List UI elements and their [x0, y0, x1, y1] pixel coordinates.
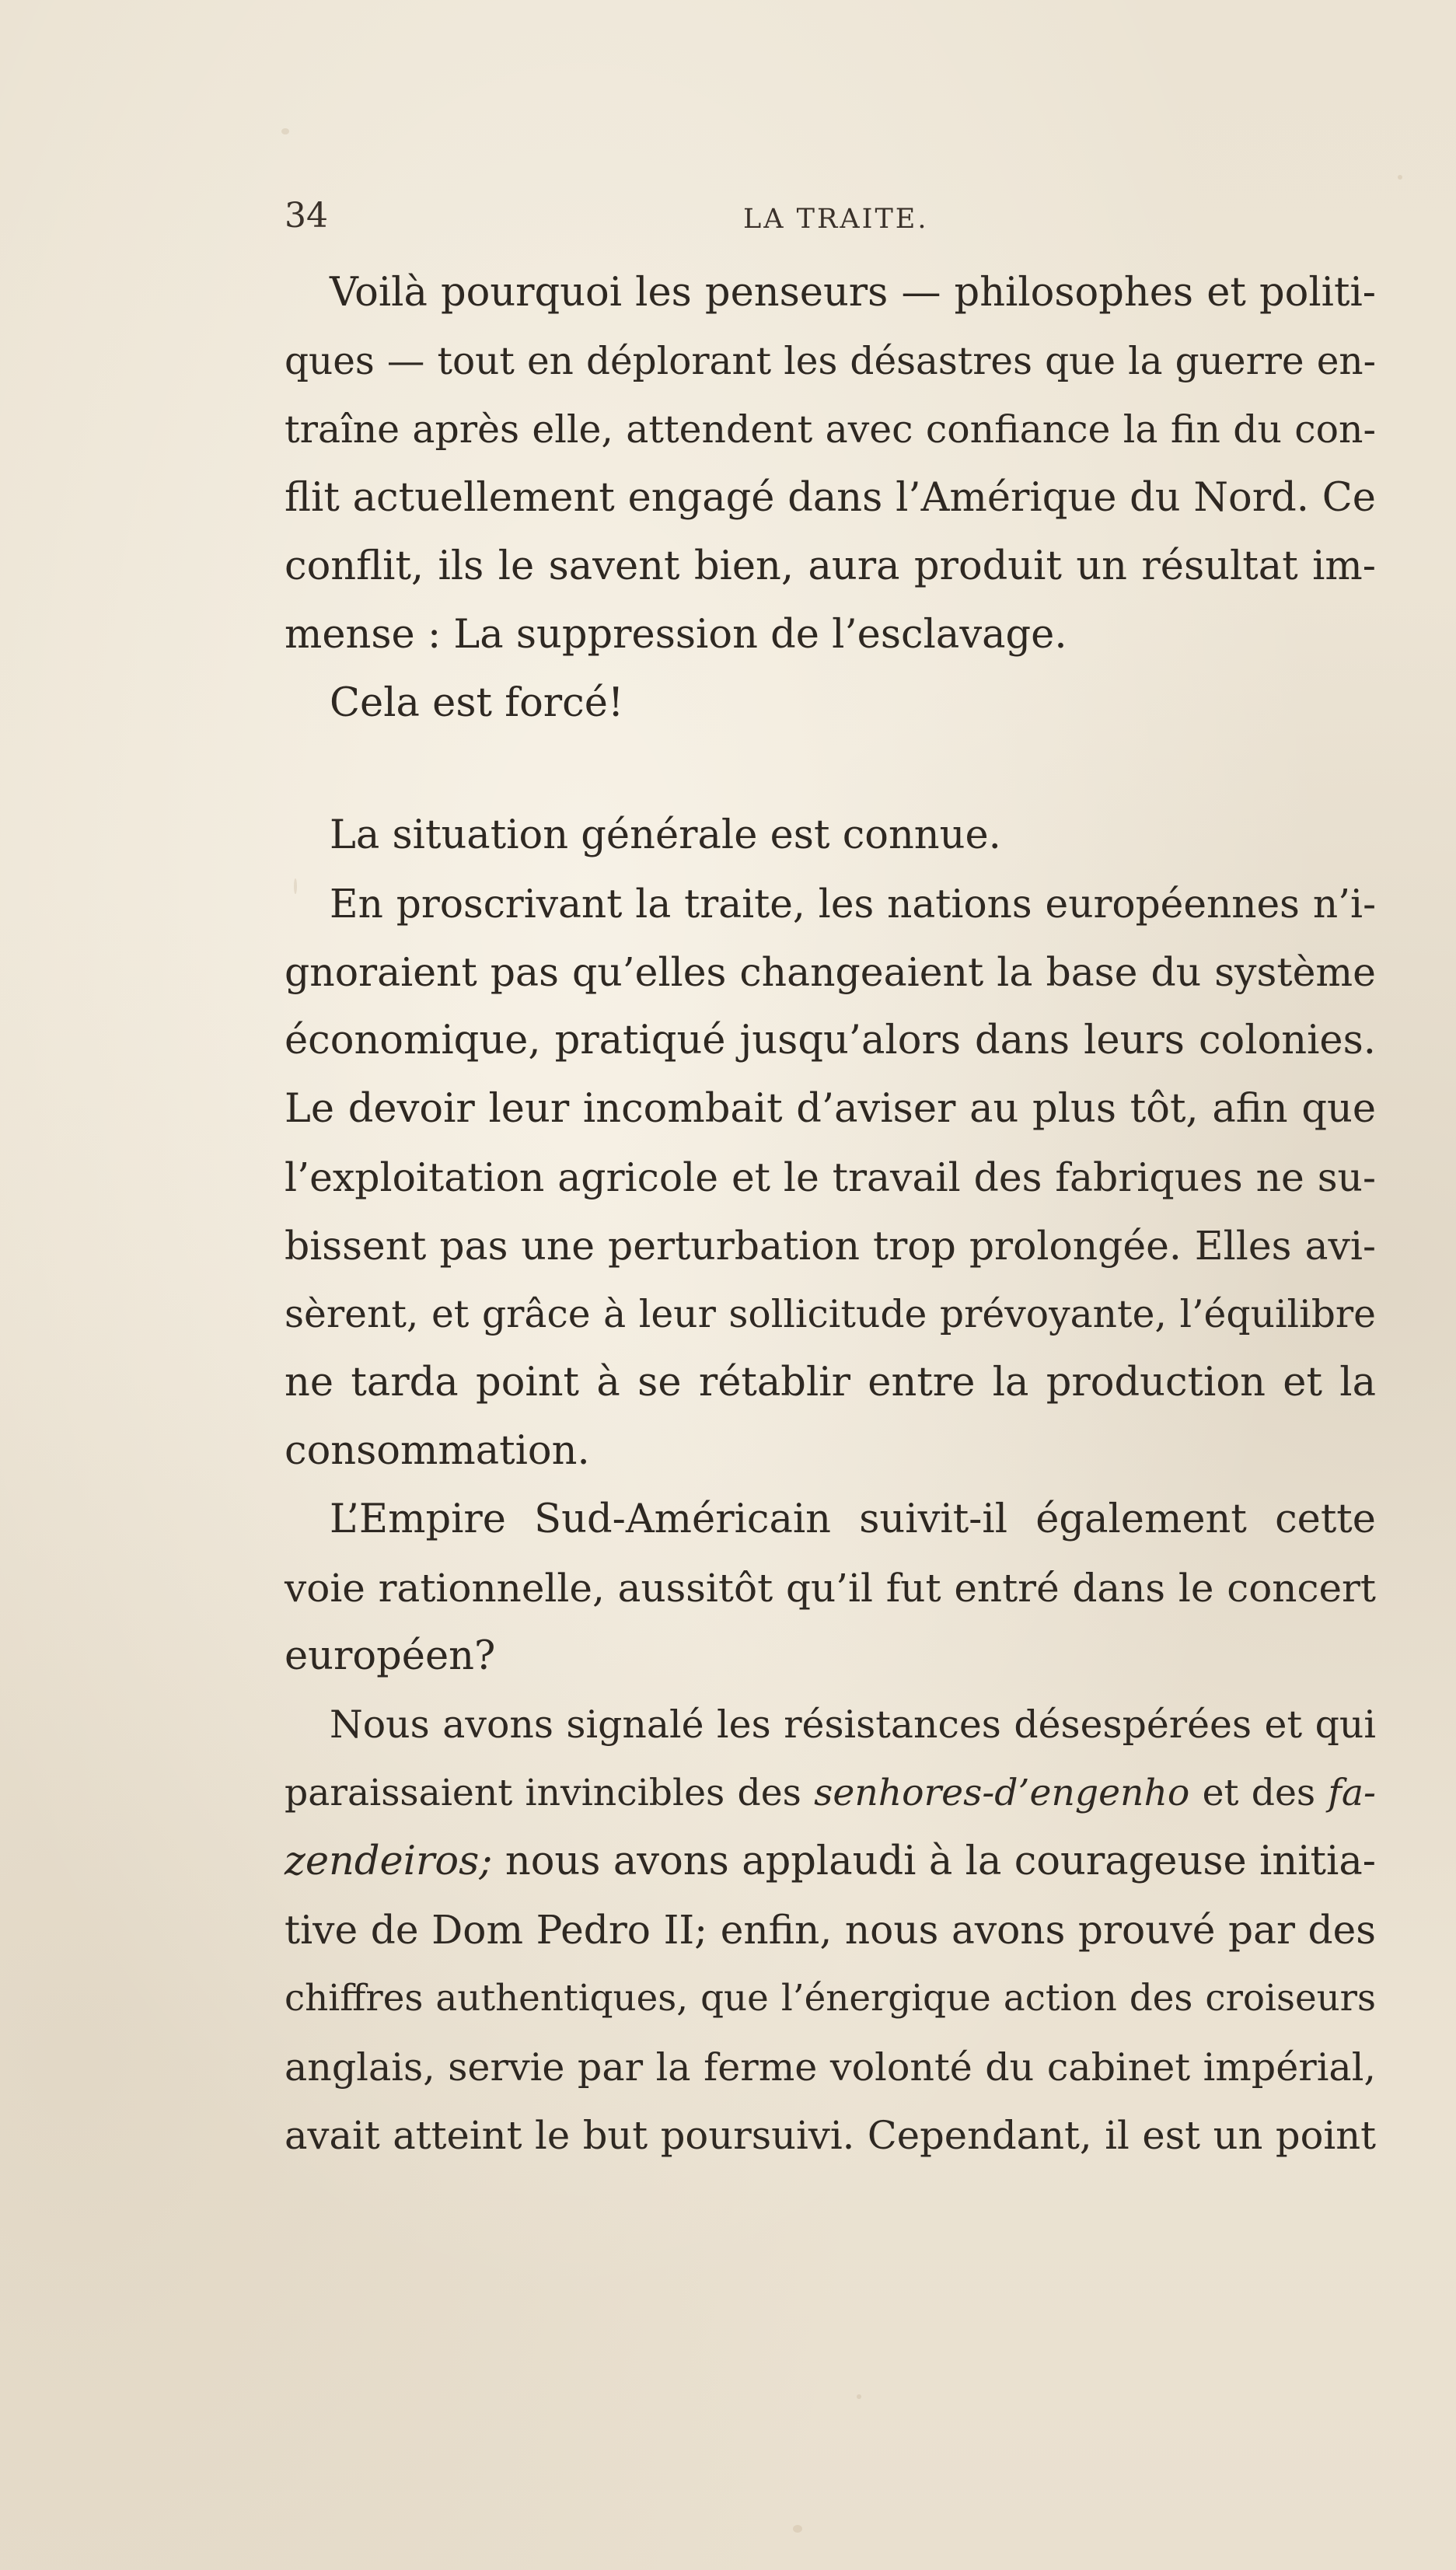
paragraph — [285, 669, 1376, 738]
paragraph — [285, 1691, 1376, 2170]
text-span: et des — [1189, 1772, 1329, 1814]
page-header — [285, 193, 1376, 239]
paragraph — [285, 259, 1376, 669]
text-line: européen? — [285, 1633, 496, 1679]
text-line: conflit, ils le savent bien, aura produit un résultat im- — [285, 543, 1376, 589]
text-line — [285, 1828, 1376, 1896]
text-line: ne tarda point à se rétablir entre la production et la — [285, 1360, 1376, 1405]
italic-term: zendeiros; — [285, 1838, 493, 1884]
foxing-spot — [281, 128, 289, 134]
text-line: En proscrivant la traite, les nations européennes n’i- — [330, 881, 1376, 927]
text-line: mense : La suppression de l’esclavage. — [285, 612, 1067, 658]
text-line: Cela est forcé! — [330, 680, 624, 726]
foxing-spot — [857, 2394, 861, 2399]
text-line: économique, pratiqué jusqu’alors dans leurs colonies. — [285, 1018, 1376, 1063]
text-line: traîne après elle, attendent avec confiance la fin du con- — [285, 407, 1376, 452]
text-line: Voilà pourquoi les penseurs — philosophes et politi- — [330, 270, 1376, 316]
italic-term: fa- — [1328, 1772, 1376, 1814]
text-line: ques — tout en déplorant les désastres que la guerre en- — [285, 340, 1376, 383]
text-span: paraissaient invincibles des — [285, 1772, 815, 1814]
text-line: Le devoir leur incombait d’aviser au plus tôt, afin que — [285, 1086, 1376, 1132]
text-line: La situation générale est connue. — [330, 812, 1001, 858]
foxing-spot — [1398, 175, 1402, 180]
text-line: gnoraient pas qu’elles changeaient la base du système — [285, 949, 1376, 995]
paragraph — [285, 801, 1376, 870]
paragraph — [285, 1486, 1376, 1691]
section-break — [285, 738, 1376, 801]
body-text — [285, 259, 1376, 2170]
text-line — [285, 1759, 1376, 1828]
text-line: tive de Dom Pedro II; enfin, nous avons prouvé par des — [285, 1907, 1376, 1953]
italic-term: senhores-d’engenho — [814, 1772, 1190, 1814]
text-line: Nous avons signalé les résistances désespérées et qui — [330, 1702, 1376, 1747]
text-line: avait atteint le but poursuivi. Cependant, il est un point — [285, 2113, 1376, 2158]
text-line: L’Empire Sud-Américain suivit-il également cette — [330, 1496, 1376, 1542]
text-line: chiffres authentiques, que l’énergique action des croiseurs — [285, 1978, 1376, 2020]
running-title: LA TRAITE. — [743, 204, 929, 235]
text-line: voie rationnelle, aussitôt qu’il fut entré dans le concert — [285, 1566, 1376, 1611]
text-line: anglais, servie par la ferme volonté du cabinet impérial, — [285, 2044, 1376, 2090]
text-span: nous avons applaudi à la courageuse initia- — [492, 1838, 1376, 1884]
text-line: l’exploitation agricole et le travail des fabriques ne su- — [285, 1154, 1376, 1200]
text-line: flit actuellement engagé dans l’Amérique du Nord. Ce — [285, 475, 1376, 521]
text-line: consommation. — [285, 1428, 590, 1474]
foxing-spot — [793, 2525, 802, 2533]
text-line: bissent pas une perturbation trop prolongée. Elles avi- — [285, 1223, 1376, 1269]
paragraph — [285, 870, 1376, 1486]
page-number: 34 — [285, 196, 328, 236]
text-line: sèrent, et grâce à leur sollicitude prévoyante, l’équilibre — [285, 1293, 1376, 1336]
